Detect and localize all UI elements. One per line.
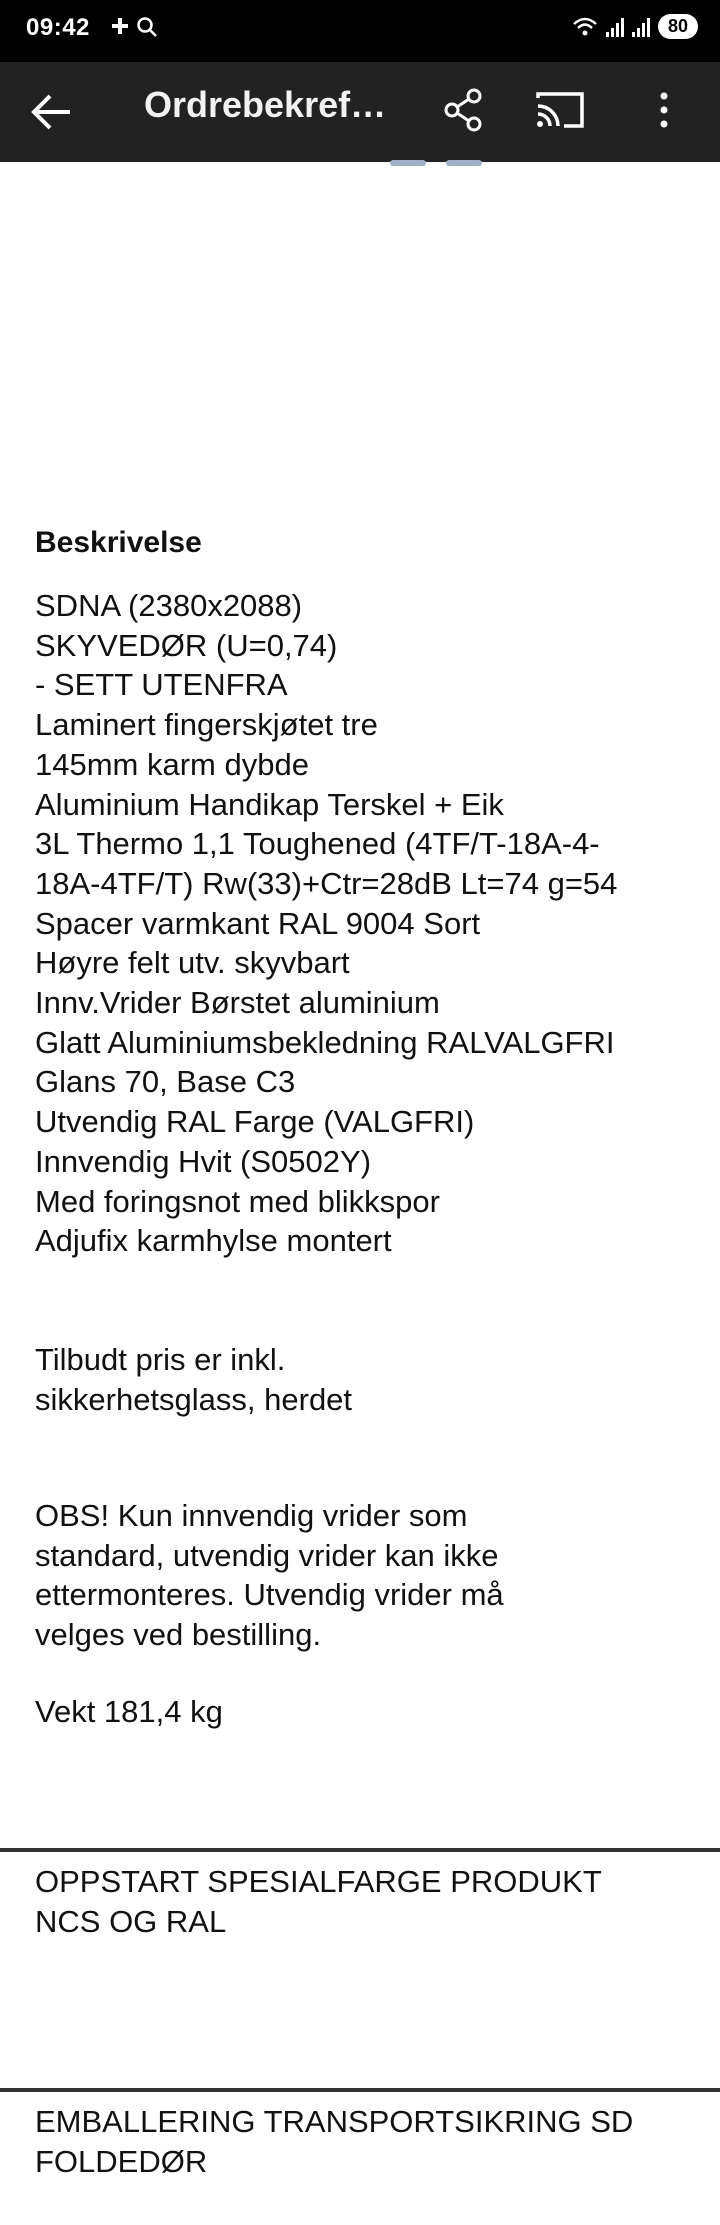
signal-icon	[606, 17, 624, 37]
back-arrow-icon[interactable]	[26, 86, 78, 138]
status-bar	[0, 0, 720, 62]
weight: Vekt 181,4 kg	[35, 1694, 223, 1729]
wifi-icon	[572, 16, 598, 38]
description-list	[35, 586, 705, 1261]
description-line: Spacer varmkant RAL 9004 Sort	[35, 905, 481, 941]
description-line: Utvendig RAL Farge (VALGFRI)	[35, 1104, 475, 1140]
description-line: 3L Thermo 1,1 Toughened (4TF/T-18A-4-	[35, 826, 600, 862]
description-line: Glatt Aluminiumsbekledning RALVALGFRI	[35, 1024, 615, 1060]
section-line: OPPSTART SPESIALFARGE PRODUKT	[35, 1864, 602, 1899]
document-page	[0, 162, 720, 2225]
obs-note-line: velges ved bestilling.	[35, 1617, 322, 1653]
obs-note-line: OBS! Kun innvendig vrider som	[35, 1498, 468, 1533]
section-spesialfarge	[35, 1862, 720, 1941]
description-line: 18A-4TF/T) Rw(33)+Ctr=28dB Lt=74 g=54	[35, 865, 618, 901]
description-line: Med foringsnot med blikkspor	[35, 1183, 440, 1219]
cut-off-content	[390, 160, 482, 166]
obs-note-line: standard, utvendig vrider kan ikke	[35, 1537, 499, 1573]
cast-icon[interactable]	[532, 84, 588, 136]
section-line: NCS OG RAL	[35, 1903, 227, 1939]
search-icon	[136, 16, 158, 38]
obs-note-line: ettermonteres. Utvendig vrider må	[35, 1577, 504, 1613]
share-icon[interactable]	[438, 84, 490, 136]
description-heading: Beskrivelse	[35, 526, 202, 559]
description-line: SDNA (2380x2088)	[35, 588, 303, 623]
status-time: 09:42	[26, 14, 90, 41]
description-line: Aluminium Handikap Terskel + Eik	[35, 786, 504, 822]
description-line: Høyre felt utv. skyvbart	[35, 945, 350, 981]
description-line: 145mm karm dybde	[35, 746, 309, 782]
section-line: FOLDEDØR	[35, 2143, 208, 2179]
description-line: Innv.Vrider Børstet aluminium	[35, 985, 440, 1021]
description-line: Laminert fingerskjøtet tre	[35, 707, 378, 743]
status-right-icons	[572, 14, 698, 39]
page-title: Ordrebekref…	[144, 84, 387, 125]
battery-icon: 80	[658, 14, 698, 39]
plus-icon	[110, 16, 130, 36]
divider	[0, 2088, 720, 2092]
description-line: Innvendig Hvit (S0502Y)	[35, 1143, 372, 1179]
description-line: Adjufix karmhylse montert	[35, 1223, 392, 1259]
signal-icon	[632, 17, 650, 37]
price-note	[35, 1340, 705, 1419]
description-line: - SETT UTENFRA	[35, 667, 288, 703]
description-line: Glans 70, Base C3	[35, 1064, 296, 1100]
price-note-line: Tilbudt pris er inkl.	[35, 1342, 286, 1377]
section-emballering	[35, 2102, 720, 2181]
section-line: EMBALLERING TRANSPORTSIKRING SD	[35, 2104, 634, 2139]
app-bar	[0, 62, 720, 162]
price-note-line: sikkerhetsglass, herdet	[35, 1381, 353, 1417]
more-vert-icon[interactable]	[638, 84, 690, 136]
divider	[0, 1848, 720, 1852]
status-left-icons	[110, 16, 158, 38]
obs-note	[35, 1496, 705, 1655]
description-line: SKYVEDØR (U=0,74)	[35, 627, 338, 663]
